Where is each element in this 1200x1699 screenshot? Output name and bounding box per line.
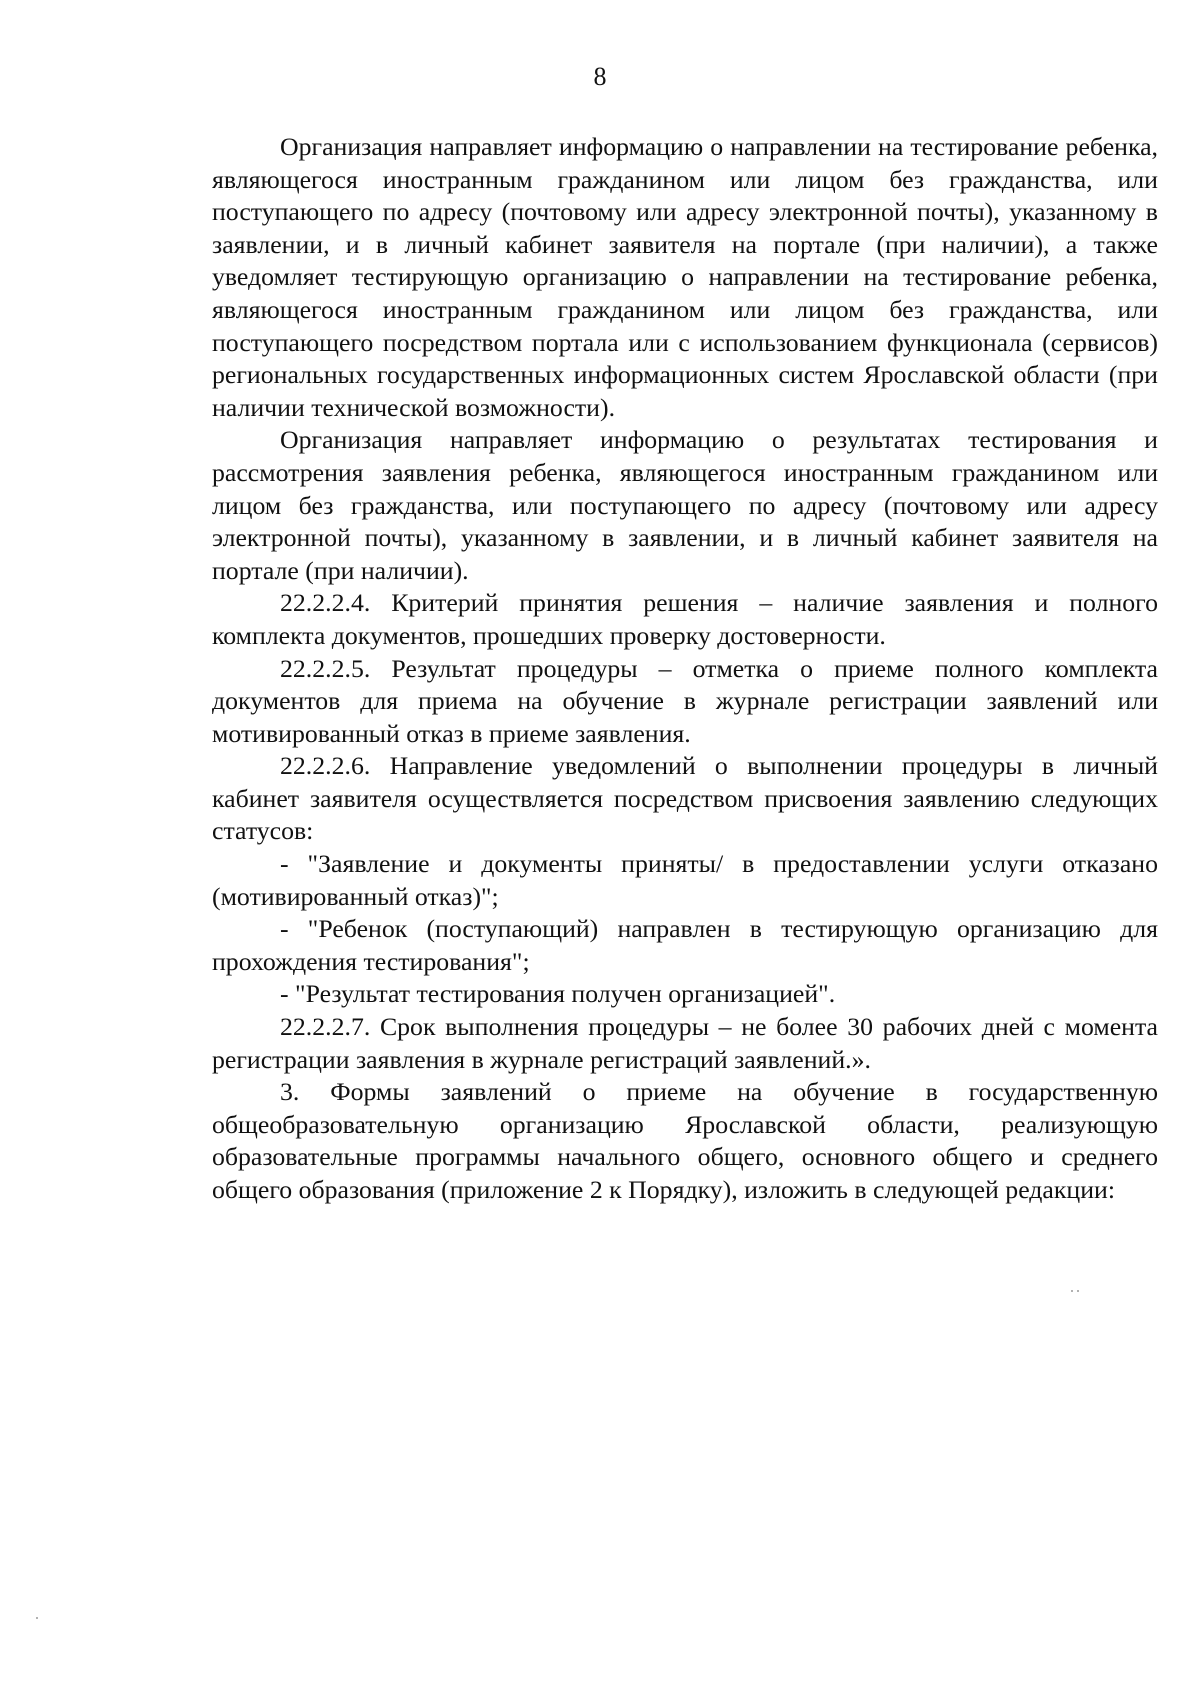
paragraph-22-2-2-6: 22.2.2.6. Направление уведомлений о выполнении процедуры в личный кабинет заявителя осуществляется посредством присвоения заявлению следующих статусов: xyxy=(212,751,1158,846)
scan-speck xyxy=(1071,1290,1073,1292)
scan-speck xyxy=(1077,1290,1079,1292)
paragraph-22-2-2-5: 22.2.2.5. Результат процедуры – отметка о приеме полного комплекта документов для приема на обучение в журнале регистрации заявлений или мотивированный отказ в приеме заявления. xyxy=(212,653,1158,748)
paragraph-22-2-2-7: 22.2.2.7. Срок выполнения процедуры – не более 30 рабочих дней с момента регистрации заявления в журнале регистраций заявлений.». xyxy=(212,1012,1158,1074)
status-item-accepted: - "Заявление и документы приняты/ в предоставлении услуги отказано (мотивированный отказ)"; xyxy=(212,849,1158,911)
scan-speck xyxy=(36,1617,38,1619)
paragraph-testing-results: Организация направляет информацию о результатах тестирования и рассмотрения заявления ребенка, являющегося иностранным гражданином или лицом без гражданства, или поступающего по адресу (почтовому или адресу электронной почты), указанному в заявлении, и в личный кабинет заявителя на портале (при наличии). xyxy=(212,425,1158,585)
status-item-sent-to-testing: - "Ребенок (поступающий) направлен в тестирующую организацию для прохождения тестирования"; xyxy=(212,914,1158,976)
paragraph-section-3: 3. Формы заявлений о приеме на обучение в государственную общеобразовательную организацию Ярославской области, реализующую образовательные программы начального общего, основного общего и среднего общего образования (приложение 2 к Порядку), изложить в следующей редакции: xyxy=(212,1077,1158,1204)
page-number: 8 xyxy=(593,62,607,91)
document-body xyxy=(212,131,1158,1207)
status-item-result-received: - "Результат тестирования получен организацией". xyxy=(280,979,836,1009)
paragraph-22-2-2-4: 22.2.2.4. Критерий принятия решения – наличие заявления и полного комплекта документов, прошедших проверку достоверности. xyxy=(212,588,1158,650)
paragraph-testing-referral: Организация направляет информацию о направлении на тестирование ребенка, являющегося иностранным гражданином или лицом без гражданства, или поступающего по адресу (почтовому или адресу электронной почты), указанному в заявлении, и в личный кабинет заявителя на портале (при наличии), а также уведомляет тестирующую организацию о направлении на тестирование ребенка, являющегося иностранным гражданином или лицом без гражданства, или поступающего посредством портала или с использованием функционала (сервисов) региональных государственных информационных систем Ярославской области (при наличии технической возможности). xyxy=(212,132,1158,422)
